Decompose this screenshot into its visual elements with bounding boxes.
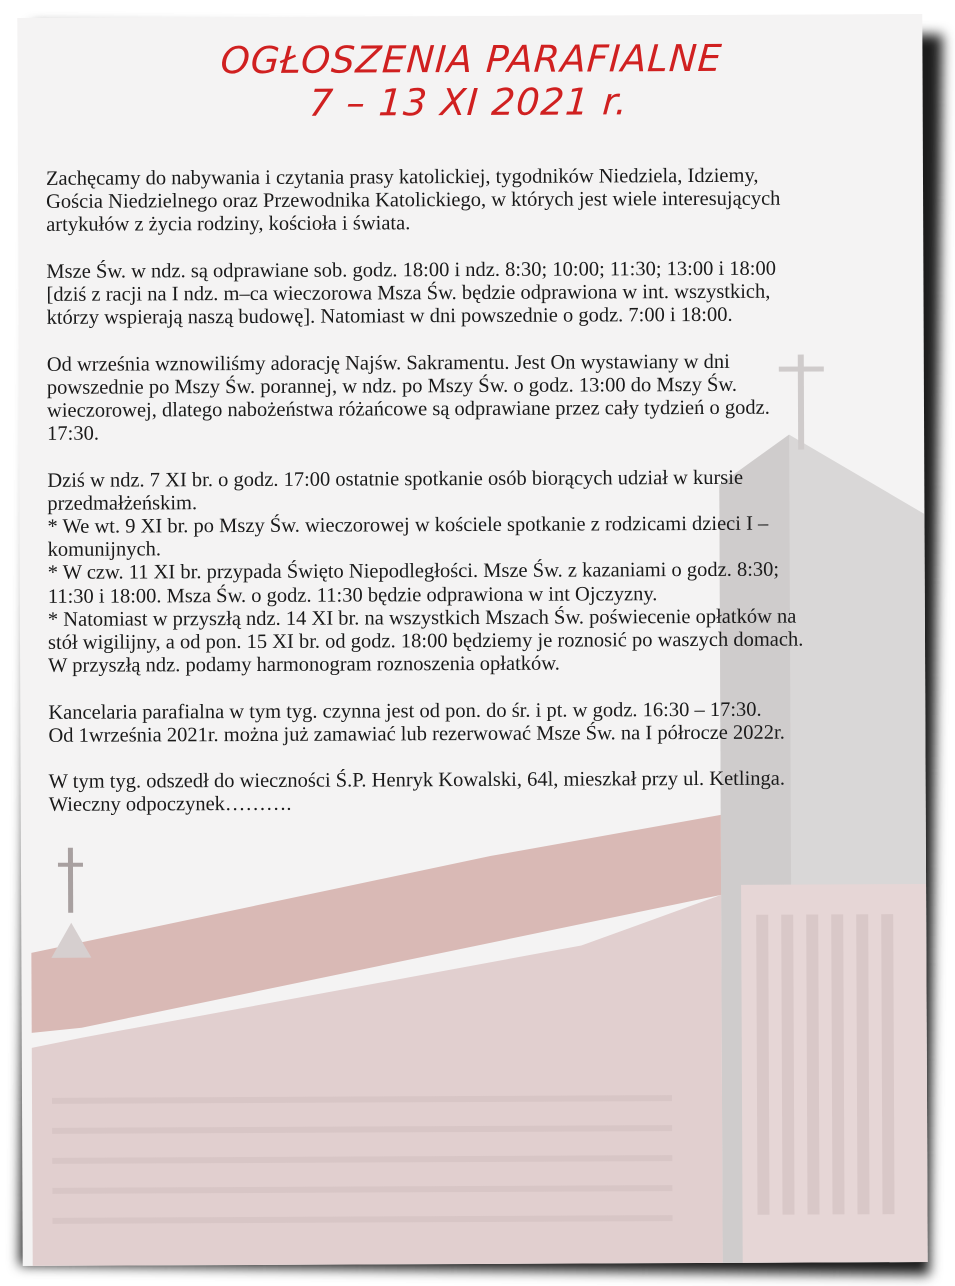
text-line: Gościa Niedzielnego oraz Przewodnika Katolickiego, w których jest wiele interesujących bbox=[46, 187, 781, 214]
text-line: Dziś w ndz. 7 XI br. o godz. 17:00 ostatnie spotkanie osób biorących udział w kursie bbox=[47, 466, 744, 492]
announcement-paragraph bbox=[46, 257, 909, 330]
announcement-paragraph bbox=[47, 466, 911, 679]
text-line: Wieczny odpoczynek………. bbox=[48, 793, 292, 817]
text-line: wieczorowej, dlatego nabożeństwa różańcowe są odprawiane przez cały tydzień o godz. bbox=[46, 396, 770, 422]
text-line: komunijnych. bbox=[47, 538, 161, 562]
text-line: Od września wznowiliśmy adorację Najśw. Sakramentu. Jest On wystawiany w dni bbox=[46, 350, 730, 376]
text-line: W przyszłą ndz. podamy harmonogram roznoszenia opłatków. bbox=[48, 652, 560, 678]
text-line: artykułów z życia rodziny, kościoła i świata. bbox=[46, 212, 411, 237]
announcement-sheet bbox=[17, 14, 927, 1266]
text-line: * W czw. 11 XI br. przypada Święto Niepodległości. Msze Św. z kazaniami o godz. 8:30; bbox=[47, 559, 780, 585]
title-line-1: OGŁOSZENIA PARAFIALNE bbox=[219, 36, 724, 83]
announcement-paragraph bbox=[47, 350, 910, 447]
page-title bbox=[17, 36, 925, 126]
title-line-2: 7 – 13 XI 2021 r. bbox=[307, 80, 630, 125]
announcement-paragraph bbox=[46, 164, 909, 237]
announcements-body bbox=[18, 164, 926, 818]
text-line: Zachęcamy do nabywania i czytania prasy katolickiej, tygodników Niedziela, Idziemy, bbox=[45, 164, 759, 190]
text-line: Kancelaria parafialna w tym tyg. czynna jest od pon. do śr. i pt. w godz. 16:30 – 17:30. bbox=[48, 698, 762, 724]
text-line: przedmałżeńskim. bbox=[47, 491, 198, 515]
text-line: stół wigilijny, a od pon. 15 XI br. od godz. 18:00 będziemy je roznosić po waszych domach. bbox=[47, 628, 804, 654]
text-line: którzy wspierają naszą budowę]. Natomiast w dni powszednie o godz. 7:00 i 18:00. bbox=[46, 304, 733, 330]
text-line: W tym tyg. odszedł do wieczności Ś.P. Henryk Kowalski, 64l, mieszkał przy ul. Ketlinga. bbox=[48, 767, 786, 794]
text-line: * Natomiast w przyszłą ndz. 14 XI br. na wszystkich Mszach Św. poświecenie opłatków na bbox=[47, 605, 797, 631]
text-line: 11:30 i 18:00. Msza Św. o godz. 11:30 będzie odprawiona w int Ojczyzny. bbox=[47, 582, 658, 608]
announcement-paragraph bbox=[49, 767, 912, 817]
text-line: [dziś z racji na I ndz. m–ca wieczorowa Msza Św. będzie odprawiona w int. wszystkich, bbox=[46, 280, 771, 306]
text-line: powszednie po Mszy Św. porannej, w ndz. po Mszy Św. o godz. 13:00 do Mszy Św. bbox=[46, 373, 738, 399]
announcement-paragraph bbox=[48, 698, 911, 748]
text-line: Msze Św. w ndz. są odprawiane sob. godz. 18:00 i ndz. 8:30; 10:00; 11:30; 13:00 i 18:00 bbox=[46, 257, 777, 283]
text-line: 17:30. bbox=[47, 422, 99, 446]
text-line: * We wt. 9 XI br. po Mszy Św. wieczorowej w kościele spotkanie z rodzicami dzieci I – bbox=[47, 512, 769, 538]
text-line: Od 1września 2021r. można już zamawiać lub rezerwować Msze Św. na I półrocze 2022r. bbox=[48, 721, 785, 747]
